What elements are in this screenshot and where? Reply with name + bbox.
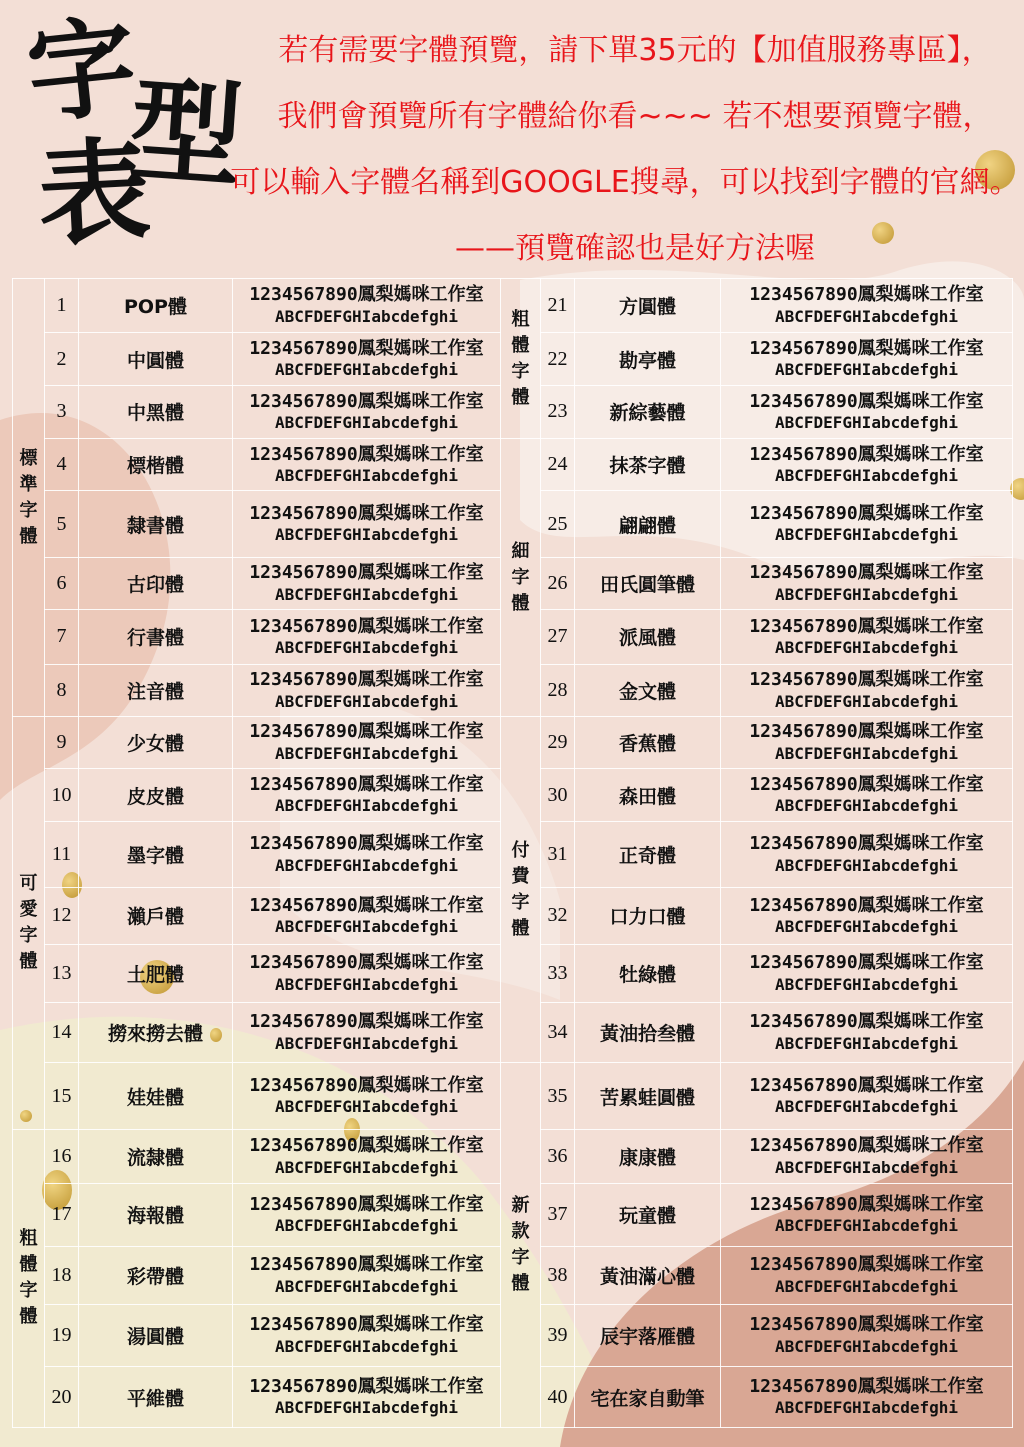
sample-digits-line: 1234567890鳳梨媽咪工作室 (749, 562, 984, 584)
sample-letters-line: ABCFDEFGHIabcdefghi (774, 306, 959, 326)
category-label-thin (501, 439, 541, 717)
font-sample (721, 664, 1013, 716)
sample-digits-line: 1234567890鳳梨媽咪工作室 (249, 833, 484, 855)
sample-digits-line: 1234567890鳳梨媽咪工作室 (249, 1011, 484, 1033)
title-char-2: 型 (125, 65, 247, 203)
page-header (0, 0, 1024, 275)
sample-letters-line: ABCFDEFGHIabcdefghi (274, 691, 459, 711)
font-name: 撈來撈去體 (79, 1002, 233, 1062)
font-number: 20 (45, 1367, 79, 1428)
title-char-3: 表 (34, 126, 154, 262)
sample-letters-line: ABCFDEFGHIabcdefghi (274, 360, 459, 380)
font-number: 21 (541, 279, 575, 333)
font-number: 23 (541, 385, 575, 438)
font-name: 皮皮體 (79, 769, 233, 821)
font-number: 13 (45, 944, 79, 1002)
category-label-bold-right (501, 279, 541, 439)
sample-letters-line: ABCFDEFGHIabcdefghi (774, 691, 959, 711)
font-sample (721, 1184, 1013, 1246)
font-name: 古印體 (79, 557, 233, 609)
sample-letters-line: ABCFDEFGHIabcdefghi (774, 917, 959, 937)
font-number: 28 (541, 664, 575, 716)
sample-letters-line: ABCFDEFGHIabcdefghi (774, 1276, 959, 1296)
font-number: 31 (541, 821, 575, 887)
sample-digits-line: 1234567890鳳梨媽咪工作室 (749, 615, 984, 637)
font-sample (233, 1002, 501, 1062)
font-name: 方圓體 (575, 279, 721, 333)
sample-digits-line: 1234567890鳳梨媽咪工作室 (249, 952, 484, 974)
font-number: 26 (541, 557, 575, 609)
font-sample (721, 1367, 1013, 1428)
font-name: 娃娃體 (79, 1063, 233, 1129)
category-text: 粗體字體 (511, 308, 530, 408)
font-number: 29 (541, 717, 575, 769)
sample-letters-line: ABCFDEFGHIabcdefghi (774, 796, 959, 816)
font-sample (721, 1129, 1013, 1183)
sample-letters-line: ABCFDEFGHIabcdefghi (274, 413, 459, 433)
font-name: 少女體 (79, 717, 233, 769)
font-name: 抹茶字體 (575, 439, 721, 491)
font-sample (721, 279, 1013, 333)
font-number: 18 (45, 1246, 79, 1304)
font-number: 17 (45, 1184, 79, 1246)
font-sample (721, 439, 1013, 491)
sample-digits-line: 1234567890鳳梨媽咪工作室 (249, 1193, 484, 1215)
font-number: 14 (45, 1002, 79, 1062)
font-number: 25 (541, 491, 575, 557)
font-name: 瀨戶體 (79, 888, 233, 944)
sample-letters-line: ABCFDEFGHIabcdefghi (274, 917, 459, 937)
table-row (13, 439, 1013, 491)
sample-digits-line: 1234567890鳳梨媽咪工作室 (749, 894, 984, 916)
category-text: 標準字體 (19, 447, 38, 547)
sample-digits-line: 1234567890鳳梨媽咪工作室 (749, 390, 984, 412)
font-name: 隸書體 (79, 491, 233, 557)
font-name: 勘亭體 (575, 333, 721, 385)
font-sample (233, 1184, 501, 1246)
sample-letters-line: ABCFDEFGHIabcdefghi (774, 1336, 959, 1356)
font-name: 正奇體 (575, 821, 721, 887)
font-number: 19 (45, 1305, 79, 1367)
font-sample (233, 333, 501, 385)
sample-letters-line: ABCFDEFGHIabcdefghi (774, 525, 959, 545)
font-number: 6 (45, 557, 79, 609)
sample-letters-line: ABCFDEFGHIabcdefghi (274, 855, 459, 875)
font-sample (233, 491, 501, 557)
font-sample (233, 610, 501, 664)
notice-line: 可以輸入字體名稱到GOOGLE搜尋，可以找到字體的官網。 (230, 165, 1020, 200)
font-sample (721, 1063, 1013, 1129)
preview-notice (230, 18, 1020, 282)
sample-letters-line: ABCFDEFGHIabcdefghi (274, 1398, 459, 1418)
font-number: 15 (45, 1063, 79, 1129)
font-number: 10 (45, 769, 79, 821)
font-name: 田氏圓筆體 (575, 557, 721, 609)
font-sample (233, 557, 501, 609)
font-name: 標楷體 (79, 439, 233, 491)
sample-digits-line: 1234567890鳳梨媽咪工作室 (249, 615, 484, 637)
font-sample (233, 439, 501, 491)
font-number: 34 (541, 1002, 575, 1062)
sample-letters-line: ABCFDEFGHIabcdefghi (274, 1157, 459, 1177)
sample-letters-line: ABCFDEFGHIabcdefghi (774, 360, 959, 380)
sample-digits-line: 1234567890鳳梨媽咪工作室 (749, 443, 984, 465)
notice-line: ——預覽確認也是好方法喔 (455, 231, 815, 266)
font-name: 翩翩體 (575, 491, 721, 557)
font-sample (721, 717, 1013, 769)
font-sample (721, 491, 1013, 557)
sample-digits-line: 1234567890鳳梨媽咪工作室 (749, 1193, 984, 1215)
font-sample (721, 769, 1013, 821)
sample-digits-line: 1234567890鳳梨媽咪工作室 (749, 502, 984, 524)
font-number: 5 (45, 491, 79, 557)
category-text: 新款字體 (511, 1195, 530, 1295)
sample-letters-line: ABCFDEFGHIabcdefghi (274, 638, 459, 658)
font-name: 宅在家自動筆 (575, 1367, 721, 1428)
sample-digits-line: 1234567890鳳梨媽咪工作室 (249, 390, 484, 412)
font-sample (233, 888, 501, 944)
sample-digits-line: 1234567890鳳梨媽咪工作室 (749, 721, 984, 743)
sample-letters-line: ABCFDEFGHIabcdefghi (774, 1097, 959, 1117)
font-number: 33 (541, 944, 575, 1002)
font-number: 8 (45, 664, 79, 716)
category-text: 細字體 (511, 540, 530, 614)
font-number: 38 (541, 1246, 575, 1304)
font-sample (721, 610, 1013, 664)
font-sample (721, 888, 1013, 944)
notice-line: 我們會預覽所有字體給你看~~~ 若不想要預覽字體， (277, 99, 993, 134)
font-name: 玩童體 (575, 1184, 721, 1246)
category-label-cute (13, 717, 45, 1130)
sample-letters-line: ABCFDEFGHIabcdefghi (274, 974, 459, 994)
font-sample (233, 385, 501, 438)
notice-line: 若有需要字體預覽，請下單35元的【加值服務專區】， (278, 33, 992, 68)
sample-digits-line: 1234567890鳳梨媽咪工作室 (749, 952, 984, 974)
sample-digits-line: 1234567890鳳梨媽咪工作室 (749, 833, 984, 855)
font-number: 9 (45, 717, 79, 769)
sample-digits-line: 1234567890鳳梨媽咪工作室 (749, 1254, 984, 1276)
table-row (13, 279, 1013, 333)
font-name: 派風體 (575, 610, 721, 664)
font-name: 苦累蛙圓體 (575, 1063, 721, 1129)
sample-letters-line: ABCFDEFGHIabcdefghi (774, 1157, 959, 1177)
sample-letters-line: ABCFDEFGHIabcdefghi (274, 796, 459, 816)
sample-digits-line: 1234567890鳳梨媽咪工作室 (249, 894, 484, 916)
sample-digits-line: 1234567890鳳梨媽咪工作室 (249, 721, 484, 743)
font-number: 32 (541, 888, 575, 944)
font-sample (233, 1367, 501, 1428)
font-sample (721, 1002, 1013, 1062)
font-list-table (12, 278, 1013, 1428)
sample-letters-line: ABCFDEFGHIabcdefghi (274, 1276, 459, 1296)
sample-letters-line: ABCFDEFGHIabcdefghi (774, 413, 959, 433)
font-number: 11 (45, 821, 79, 887)
font-sample (233, 1063, 501, 1129)
font-number: 7 (45, 610, 79, 664)
sample-digits-line: 1234567890鳳梨媽咪工作室 (249, 443, 484, 465)
font-sample (233, 821, 501, 887)
font-sample (233, 279, 501, 333)
font-number: 12 (45, 888, 79, 944)
sample-letters-line: ABCFDEFGHIabcdefghi (774, 1216, 959, 1236)
font-name: 森田體 (575, 769, 721, 821)
font-name: 土肥體 (79, 944, 233, 1002)
sample-digits-line: 1234567890鳳梨媽咪工作室 (749, 1135, 984, 1157)
sample-letters-line: ABCFDEFGHIabcdefghi (274, 1033, 459, 1053)
category-label-paid (501, 717, 541, 1063)
category-label-new (501, 1063, 541, 1428)
sample-letters-line: ABCFDEFGHIabcdefghi (274, 1336, 459, 1356)
font-name: 香蕉體 (575, 717, 721, 769)
sample-digits-line: 1234567890鳳梨媽咪工作室 (249, 773, 484, 795)
font-sample (233, 664, 501, 716)
sample-digits-line: 1234567890鳳梨媽咪工作室 (749, 284, 984, 306)
sample-digits-line: 1234567890鳳梨媽咪工作室 (749, 1314, 984, 1336)
font-name: 新綜藝體 (575, 385, 721, 438)
sample-letters-line: ABCFDEFGHIabcdefghi (774, 1033, 959, 1053)
font-sample (233, 769, 501, 821)
sample-letters-line: ABCFDEFGHIabcdefghi (274, 584, 459, 604)
sample-letters-line: ABCFDEFGHIabcdefghi (274, 525, 459, 545)
font-sample (721, 821, 1013, 887)
font-sample (721, 1246, 1013, 1304)
sample-digits-line: 1234567890鳳梨媽咪工作室 (749, 669, 984, 691)
font-name: 黃油滿心體 (575, 1246, 721, 1304)
sample-letters-line: ABCFDEFGHIabcdefghi (774, 584, 959, 604)
sample-digits-line: 1234567890鳳梨媽咪工作室 (249, 1254, 484, 1276)
font-number: 30 (541, 769, 575, 821)
font-number: 3 (45, 385, 79, 438)
font-number: 1 (45, 279, 79, 333)
sample-digits-line: 1234567890鳳梨媽咪工作室 (749, 773, 984, 795)
font-sample (721, 557, 1013, 609)
font-name: 口力口體 (575, 888, 721, 944)
category-text: 付費字體 (511, 839, 530, 939)
sample-digits-line: 1234567890鳳梨媽咪工作室 (249, 337, 484, 359)
font-sample (721, 385, 1013, 438)
sample-letters-line: ABCFDEFGHIabcdefghi (274, 1216, 459, 1236)
font-number: 36 (541, 1129, 575, 1183)
font-sample (233, 1246, 501, 1304)
sample-digits-line: 1234567890鳳梨媽咪工作室 (749, 337, 984, 359)
font-sample (233, 944, 501, 1002)
title-char-1: 字 (21, 3, 143, 140)
font-number: 39 (541, 1305, 575, 1367)
font-sample (721, 944, 1013, 1002)
font-name: 金文體 (575, 664, 721, 716)
sample-digits-line: 1234567890鳳梨媽咪工作室 (749, 1375, 984, 1397)
font-name: 辰宇落雁體 (575, 1305, 721, 1367)
sample-letters-line: ABCFDEFGHIabcdefghi (774, 466, 959, 486)
sample-letters-line: ABCFDEFGHIabcdefghi (274, 306, 459, 326)
sample-letters-line: ABCFDEFGHIabcdefghi (774, 1398, 959, 1418)
sample-digits-line: 1234567890鳳梨媽咪工作室 (749, 1074, 984, 1096)
font-name: 中圓體 (79, 333, 233, 385)
sample-digits-line: 1234567890鳳梨媽咪工作室 (249, 1375, 484, 1397)
font-name: 康康體 (575, 1129, 721, 1183)
sample-digits-line: 1234567890鳳梨媽咪工作室 (249, 562, 484, 584)
sample-digits-line: 1234567890鳳梨媽咪工作室 (249, 284, 484, 306)
font-number: 37 (541, 1184, 575, 1246)
font-sample (233, 1305, 501, 1367)
font-number: 40 (541, 1367, 575, 1428)
category-text: 粗體字體 (19, 1228, 38, 1328)
font-number: 35 (541, 1063, 575, 1129)
category-label-bold-left (13, 1129, 45, 1427)
font-number: 16 (45, 1129, 79, 1183)
sample-digits-line: 1234567890鳳梨媽咪工作室 (249, 502, 484, 524)
sample-letters-line: ABCFDEFGHIabcdefghi (274, 466, 459, 486)
font-name: 黃油拾叁體 (575, 1002, 721, 1062)
font-name: 墨字體 (79, 821, 233, 887)
font-sample (233, 717, 501, 769)
font-number: 2 (45, 333, 79, 385)
font-name: 中黑體 (79, 385, 233, 438)
sample-digits-line: 1234567890鳳梨媽咪工作室 (249, 1074, 484, 1096)
font-name: 行書體 (79, 610, 233, 664)
sample-letters-line: ABCFDEFGHIabcdefghi (274, 1097, 459, 1117)
font-number: 22 (541, 333, 575, 385)
table-row (13, 1063, 1013, 1129)
font-name: 平維體 (79, 1367, 233, 1428)
category-text: 可愛字體 (19, 872, 38, 972)
sample-letters-line: ABCFDEFGHIabcdefghi (274, 743, 459, 763)
sample-letters-line: ABCFDEFGHIabcdefghi (774, 974, 959, 994)
font-number: 27 (541, 610, 575, 664)
font-name: POP體 (79, 279, 233, 333)
font-name: 海報體 (79, 1184, 233, 1246)
sample-digits-line: 1234567890鳳梨媽咪工作室 (249, 669, 484, 691)
table-row (13, 717, 1013, 769)
sample-letters-line: ABCFDEFGHIabcdefghi (774, 855, 959, 875)
font-name: 流隸體 (79, 1129, 233, 1183)
font-sample (721, 1305, 1013, 1367)
sample-digits-line: 1234567890鳳梨媽咪工作室 (249, 1135, 484, 1157)
font-name: 牡綠體 (575, 944, 721, 1002)
sample-digits-line: 1234567890鳳梨媽咪工作室 (749, 1011, 984, 1033)
font-number: 4 (45, 439, 79, 491)
sample-letters-line: ABCFDEFGHIabcdefghi (774, 743, 959, 763)
font-name: 彩帶體 (79, 1246, 233, 1304)
sample-digits-line: 1234567890鳳梨媽咪工作室 (249, 1314, 484, 1336)
category-label-standard (13, 279, 45, 717)
font-sample (233, 1129, 501, 1183)
font-sample (721, 333, 1013, 385)
font-name: 湯圓體 (79, 1305, 233, 1367)
sample-letters-line: ABCFDEFGHIabcdefghi (774, 638, 959, 658)
font-name: 注音體 (79, 664, 233, 716)
font-number: 24 (541, 439, 575, 491)
